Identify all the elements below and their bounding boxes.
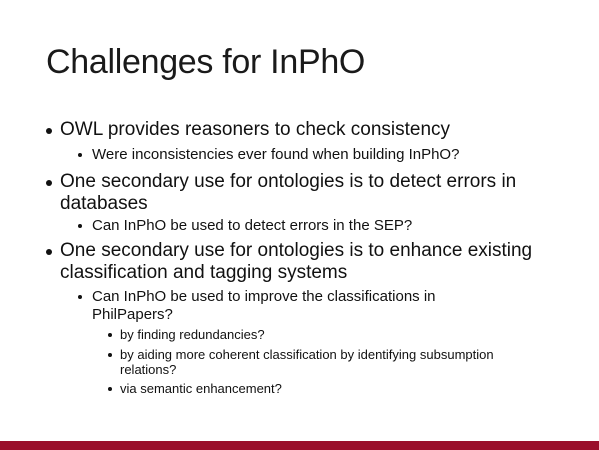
bullet-3-line-2: classification and tagging systems xyxy=(60,262,348,283)
bullet-dot-icon xyxy=(108,387,112,391)
bullet-dot-icon xyxy=(46,249,52,255)
bullet-dot-icon xyxy=(108,333,112,337)
bullet-dot-icon xyxy=(46,128,52,134)
bullet-1-1-line-1: Were inconsistencies ever found when building InPhO? xyxy=(92,146,460,163)
bullet-1-line-1: OWL provides reasoners to check consistency xyxy=(60,119,451,140)
slide-bottom-accent-bar xyxy=(0,441,599,450)
bullet-3-1-line-2: PhilPapers? xyxy=(92,306,173,323)
bullet-dot-icon xyxy=(108,353,112,357)
bullet-3-1-3-line-1: via semantic enhancement? xyxy=(120,381,282,396)
bullet-3-1-2-line-1: by aiding more coherent classification by identifying subsumption xyxy=(120,347,494,362)
bullet-dot-icon xyxy=(78,295,82,299)
bullet-dot-icon xyxy=(78,224,82,228)
bullet-3-1-1-line-1: by finding redundancies? xyxy=(120,327,265,342)
bullet-dot-icon xyxy=(46,180,52,186)
bullet-2-line-2: databases xyxy=(60,193,148,214)
slide-title: Challenges for InPhO xyxy=(46,43,366,81)
bullet-3-line-1: One secondary use for ontologies is to enhance existing xyxy=(60,240,533,261)
bullet-3-1-line-1: Can InPhO be used to improve the classifications in xyxy=(92,288,436,305)
bullet-dot-icon xyxy=(78,153,82,157)
bullet-2-1-line-1: Can InPhO be used to detect errors in the SEP? xyxy=(92,217,413,234)
bullet-3-1-2-line-2: relations? xyxy=(120,362,177,377)
bullet-2-line-1: One secondary use for ontologies is to detect errors in xyxy=(60,171,517,192)
